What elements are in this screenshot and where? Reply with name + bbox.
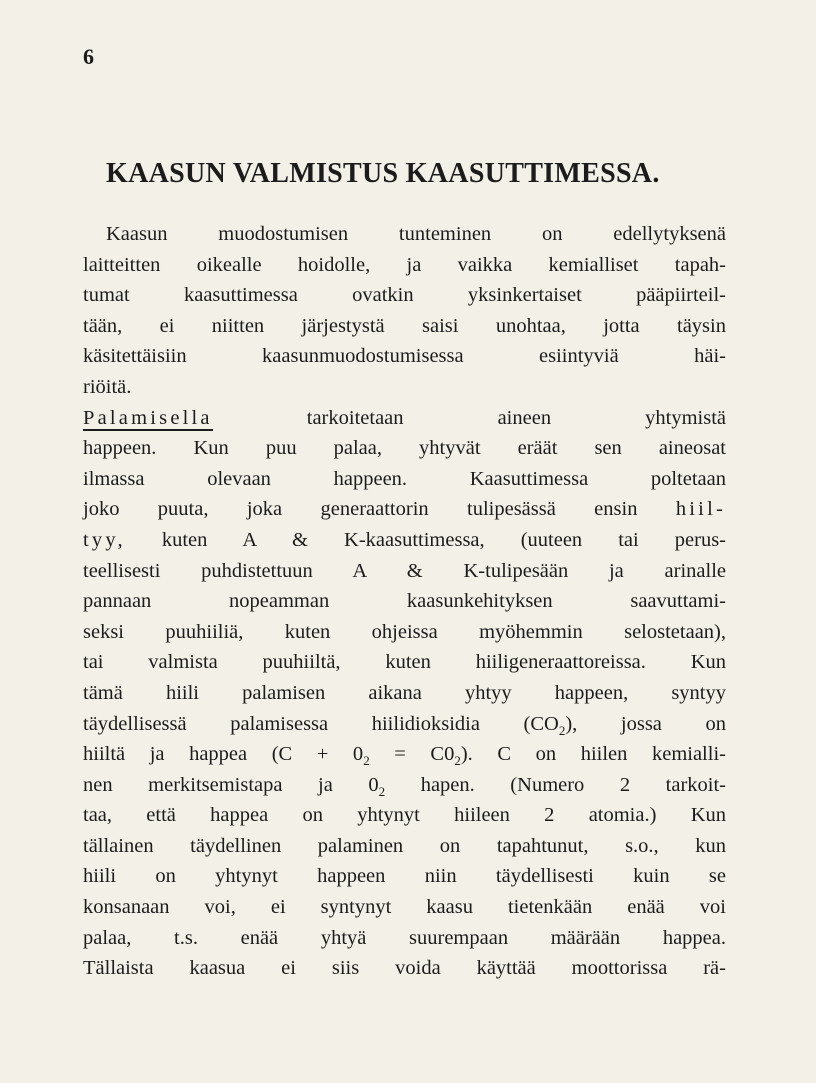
subscript: 2: [558, 722, 566, 738]
paragraph-line: seksi puuhiiliä, kuten ohjeissa myöhemmin selostetaan),: [83, 620, 726, 643]
paragraph-1: [83, 219, 726, 403]
paragraph-line: käsitettäisiin kaasunmuodostumisessa esiintyviä häi-: [83, 345, 726, 368]
paragraph-line: pannaan nopeamman kaasunkehityksen saavuttami-: [83, 590, 726, 613]
paragraph-line: [83, 739, 726, 770]
paragraph-line: laitteitten oikealle hoidolle, ja vaikka kemialliset tapah-: [83, 253, 726, 276]
paragraph-line: [83, 525, 726, 556]
emphasized-term: Palamisella: [83, 406, 213, 429]
paragraph-line: teellisesti puhdistettuun A & K-tulipesään ja arinalle: [83, 559, 726, 582]
line-text: hiiltä ja happea (C + 0: [83, 743, 364, 766]
line-text: joko puuta, joka generaattorin tulipesässä ensin: [83, 498, 676, 521]
paragraph-line: tämä hiili palamisen aikana yhtyy happeen, syntyy: [83, 681, 726, 704]
paragraph-line: tai valmista puuhiiltä, kuten hiiligeneraattoreissa. Kun: [83, 651, 726, 674]
line-text: ). C on hiilen kemialli-: [460, 743, 726, 766]
line-text: kuten A & K-kaasuttimessa, (uuteen tai perus-: [125, 528, 726, 551]
paragraph-line: ilmassa olevaan happeen. Kaasuttimessa poltetaan: [83, 467, 726, 490]
paragraph-line: tumat kaasuttimessa ovatkin yksinkertaiset pääpiirteil-: [83, 284, 726, 307]
paragraph-line: [83, 770, 726, 801]
emphasized-term: hiil-: [675, 498, 726, 521]
paragraph-line: Kaasun muodostumisen tunteminen on edellytyksenä: [106, 223, 726, 245]
paragraph-line: taa, että happea on yhtynyt hiileen 2 atomia.) Kun: [83, 804, 726, 827]
subscript: 2: [454, 753, 461, 769]
paragraph-line: tään, ei niitten järjestystä saisi unohtaa, jotta täysin: [83, 314, 726, 337]
subscript: 2: [378, 783, 386, 799]
paragraph-line: konsanaan voi, ei syntynyt kaasu tietenkään enää voi: [83, 896, 726, 919]
paragraph-line: tällainen täydellinen palaminen on tapahtunut, s.o., kun: [83, 834, 726, 857]
paragraph-line: happeen. Kun puu palaa, yhtyvät eräät sen aineosat: [83, 437, 726, 460]
paragraph-line: Tällaista kaasua ei siis voida käyttää moottorissa rä-: [83, 957, 726, 980]
emphasized-term: tyy,: [83, 528, 126, 551]
section-title: KAASUN VALMISTUS KAASUTTIMESSA.: [106, 158, 660, 189]
paragraph-2: [83, 403, 726, 984]
paragraph-line: riöitä.: [83, 375, 132, 398]
paragraph-line: [83, 494, 726, 525]
subscript: 2: [363, 753, 370, 769]
paragraph-line: [83, 709, 726, 740]
line-text: = C0: [369, 743, 455, 766]
line-text: täydellisessä palamisessa hiilidioksidia (CO: [83, 712, 559, 735]
paragraph-line: palaa, t.s. enää yhtyä suurempaan määrään happea.: [83, 926, 726, 949]
line-text: nen merkitsemistapa ja 0: [83, 773, 379, 796]
line-text: tarkoitetaan aineen yhtymistä: [212, 406, 726, 429]
paragraph-line: [83, 403, 726, 434]
paragraph-line: hiili on yhtynyt happeen niin täydellisesti kuin se: [83, 865, 726, 888]
body-text: [83, 219, 726, 984]
line-text: hapen. (Numero 2 tarkoit-: [385, 773, 726, 796]
page-number: 6: [83, 44, 94, 69]
line-text: ), jossa on: [565, 712, 727, 735]
